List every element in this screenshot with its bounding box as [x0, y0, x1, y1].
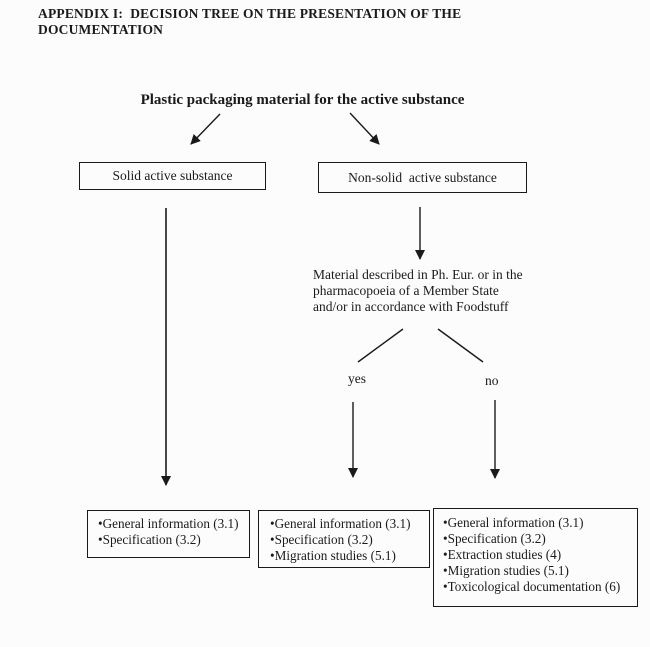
arrow-root-to-solid-icon [191, 114, 220, 144]
tree-root-label: Plastic packaging material for the active substance [140, 92, 465, 108]
list-item: •General information (3.1) [443, 515, 584, 530]
node-nonsolid-active-substance [318, 162, 527, 193]
list-item: •Migration studies (5.1) [270, 548, 396, 563]
node-nonsolid-label: Non-solid active substance [348, 169, 497, 185]
node-solid-active-substance [79, 162, 266, 190]
list-item: •Toxicological documentation (6) [443, 579, 621, 594]
outcome-box-no [433, 508, 638, 607]
page-title [38, 6, 461, 37]
branch-line-question-to-yes-icon [358, 329, 403, 362]
question-material-described [313, 267, 548, 314]
arrow-root-to-nonsolid-icon [350, 113, 379, 144]
page-title-line1: APPENDIX I: DECISION TREE ON THE PRESENTATION OF THE [38, 6, 462, 21]
page-title-line2: DOCUMENTATION [38, 21, 164, 37]
outcome-box-yes [258, 510, 430, 568]
list-item: Material described in Ph. Eur. or in the [313, 267, 523, 282]
branch-label-yes: yes [348, 371, 366, 386]
list-item: •Specification (3.2) [443, 531, 546, 546]
branch-line-question-to-no-icon [438, 329, 483, 362]
list-item: pharmacopoeia of a Member State [313, 282, 499, 298]
outcome-box-solid [87, 510, 250, 558]
list-item: •Extraction studies (4) [443, 547, 562, 562]
list-item: •General information (3.1) [270, 516, 411, 531]
list-item: and/or in accordance with Foodstuff [313, 298, 509, 314]
node-solid-label: Solid active substance [112, 168, 233, 183]
list-item: •General information (3.1) [98, 516, 239, 531]
list-item: •Specification (3.2) [270, 532, 373, 547]
list-item: •Migration studies (5.1) [443, 563, 569, 578]
branch-label-no: no [485, 373, 499, 388]
list-item: •Specification (3.2) [98, 532, 201, 547]
